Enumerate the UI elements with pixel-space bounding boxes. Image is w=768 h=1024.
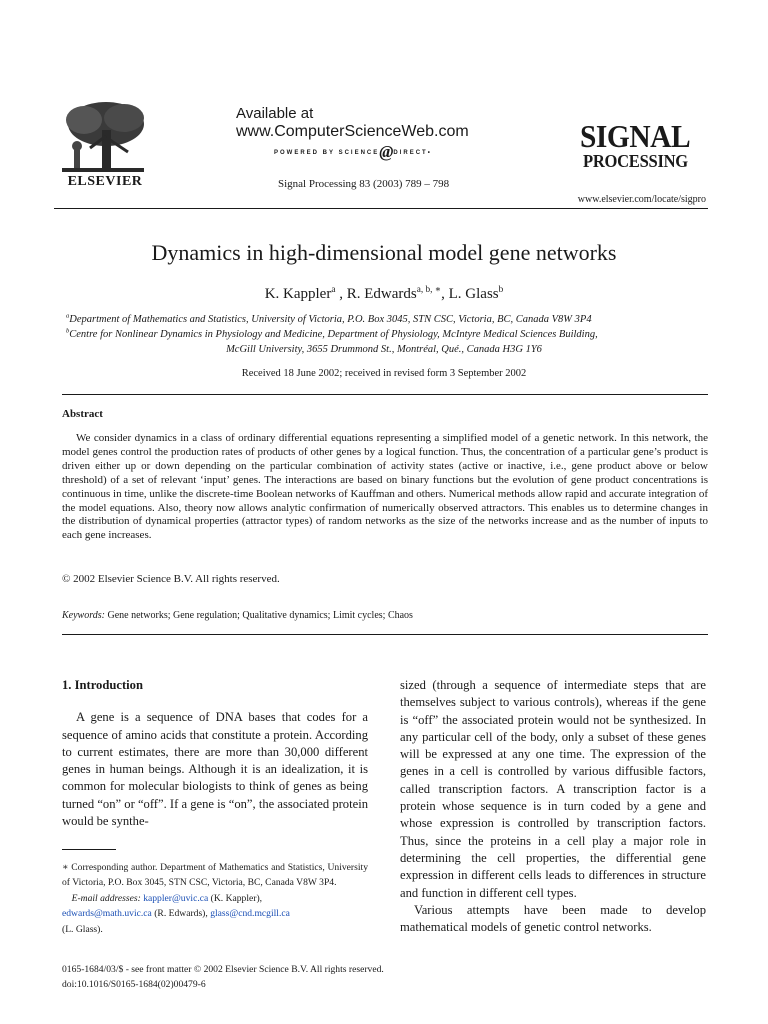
intro-paragraph: A gene is a sequence of DNA bases that codes for a sequence of amino acids that constitute a protein. According to current estimates, there are more than 30,000 different genes in human beings. Although it is an idealization, it is common for molecular biologists to think of genes as being turned “on” or “off”. If a gene is “on”, the associated protein would be synthe- <box>62 710 368 829</box>
left-column <box>62 677 368 830</box>
availability-notice <box>236 105 469 141</box>
email-link-glass[interactable]: glass@cnd.mcgill.ca <box>210 908 290 920</box>
journal-logo-processing: PROCESSING <box>583 151 688 171</box>
powered-by-pre: POWERED BY SCIENCE <box>274 150 380 156</box>
author-list <box>0 286 768 303</box>
affiliation-mark: a <box>66 312 70 320</box>
keywords-label: Keywords: <box>62 610 105 621</box>
abstract-paragraph: We consider dynamics in a class of ordinary differential equations representing a simplified model of a genetic network. In this network, the model genes control the production rates of products of other genes by a logical function. Thus, the concentration of a particular gene’s product is driven either up or down depending on the particular combination of activity states (active or inactive, i.e., gene product above or below threshold) of a set of relevant ‘input’ genes. The interactions are based on binary functions but the evolution of gene product concentrations is continuous in time, unlike the discrete-time Boolean networks of Kauffman and others. Numerical methods allow rapid and accurate integration of the model equations. Also, theory now allows analytic confirmation of numerically observed attractors. This enables us to determine changes in the distribution of dynamical properties (attractor types) of random networks as the size of the networks increase and as the number of inputs to each gene increases. <box>62 432 708 542</box>
author-affiliation-mark: a <box>331 285 336 295</box>
email-link-kappler[interactable]: kappler@uvic.ca <box>143 892 209 904</box>
affiliation-b <box>66 327 706 342</box>
affiliation-text: Department of Mathematics and Statistics, University of Victoria, P.O. Box 3045, STN CSC, Victoria, BC, Canada V8W 3P4 <box>69 314 592 325</box>
journal-reference: Signal Processing 83 (2003) 789 – 798 <box>278 178 450 190</box>
author-separator: , <box>441 286 449 302</box>
author-name: L. Glass <box>448 286 499 302</box>
intro-paragraph: Various attempts have been made to develop mathematical models of genetic control networks. <box>400 902 706 935</box>
section-heading-introduction: 1. Introduction <box>62 678 143 692</box>
author-name: R. Edwards <box>346 286 417 302</box>
footnote <box>62 860 368 937</box>
front-matter <box>62 962 384 993</box>
abstract-top-divider <box>62 394 708 395</box>
article-title: Dynamics in high-dimensional model gene networks <box>151 240 617 265</box>
publisher-logo-text: ELSEVIER <box>67 174 143 189</box>
abstract-heading: Abstract <box>62 408 103 420</box>
doi-line: doi:10.1016/S0165-1684(02)00479-6 <box>62 979 206 991</box>
affiliation-mark: b <box>66 327 70 335</box>
header-divider <box>54 208 708 209</box>
right-column <box>400 677 706 936</box>
sciencedirect-at-icon: @ <box>379 142 394 161</box>
available-at-label: Available at <box>236 105 314 122</box>
email-label: E-mail addresses: <box>71 892 141 904</box>
author-name: K. Kappler <box>264 286 332 302</box>
received-dates: Received 18 June 2002; received in revised form 3 September 2002 <box>241 368 527 379</box>
author-affiliation-mark: a, b, ∗ <box>416 285 442 295</box>
affiliation-b-continued: McGill University, 3655 Drummond St., Montréal, Qué., Canada H3G 1Y6 <box>226 344 542 355</box>
keywords-list: Gene networks; Gene regulation; Qualitative dynamics; Limit cycles; Chaos <box>107 610 413 621</box>
powered-by-post: DIRECT• <box>393 150 432 156</box>
intro-paragraph: sized (through a sequence of intermediate steps that are themselves subject to various controls), whereas if the gene is “off” the associated protein would not be synthesized. In any particular cell of the body, only a subset of these genes will be expressed at any one time. The expression of the genes in a cell is controlled by various diffusible factors, called transcription factors. A transcription factor is a protein whose sequence is in turn coded by a gene and whose expression is controlled by transcription factors. Thus, since the proteins in a cell play a major role in determining the cell properties, the differential gene expression in different cells leads to differences in structure and function in different cell types. <box>400 678 706 900</box>
powered-by-sciencedirect <box>274 142 432 162</box>
affiliation-a <box>66 312 706 327</box>
email-link-edwards[interactable]: edwards@math.uvic.ca <box>62 908 152 920</box>
issn-line: 0165-1684/03/$ - see front matter © 2002 Elsevier Science B.V. All rights reserved. <box>62 964 384 975</box>
email-owner: (L. Glass). <box>62 923 103 935</box>
computer-science-web-url[interactable]: www.ComputerScienceWeb.com <box>236 123 469 140</box>
corresponding-author-note: Corresponding author. Department of Mathematics and Statistics, University of Victoria, P.O. Box 3045, STN CSC, Victoria, BC, Canada V8W 3P4. <box>62 862 368 889</box>
email-owner: (K. Kappler), <box>208 892 263 904</box>
author-separator: , <box>335 286 347 302</box>
author-affiliation-mark: b <box>498 285 504 295</box>
journal-logo-signal: SIGNAL <box>580 118 691 154</box>
abstract-bottom-divider <box>62 634 708 635</box>
affiliation-text: Centre for Nonlinear Dynamics in Physiology and Medicine, Department of Physiology, McIntyre Medical Sciences Building, <box>69 329 598 340</box>
email-owner: (R. Edwards), <box>151 908 211 920</box>
journal-url[interactable]: www.elsevier.com/locate/sigpro <box>577 194 706 205</box>
abstract-copyright: © 2002 Elsevier Science B.V. All rights reserved. <box>62 573 280 585</box>
footnote-divider <box>62 849 116 850</box>
keywords <box>62 610 413 621</box>
abstract-body <box>62 432 708 543</box>
footnote-mark: ∗ <box>62 862 69 873</box>
